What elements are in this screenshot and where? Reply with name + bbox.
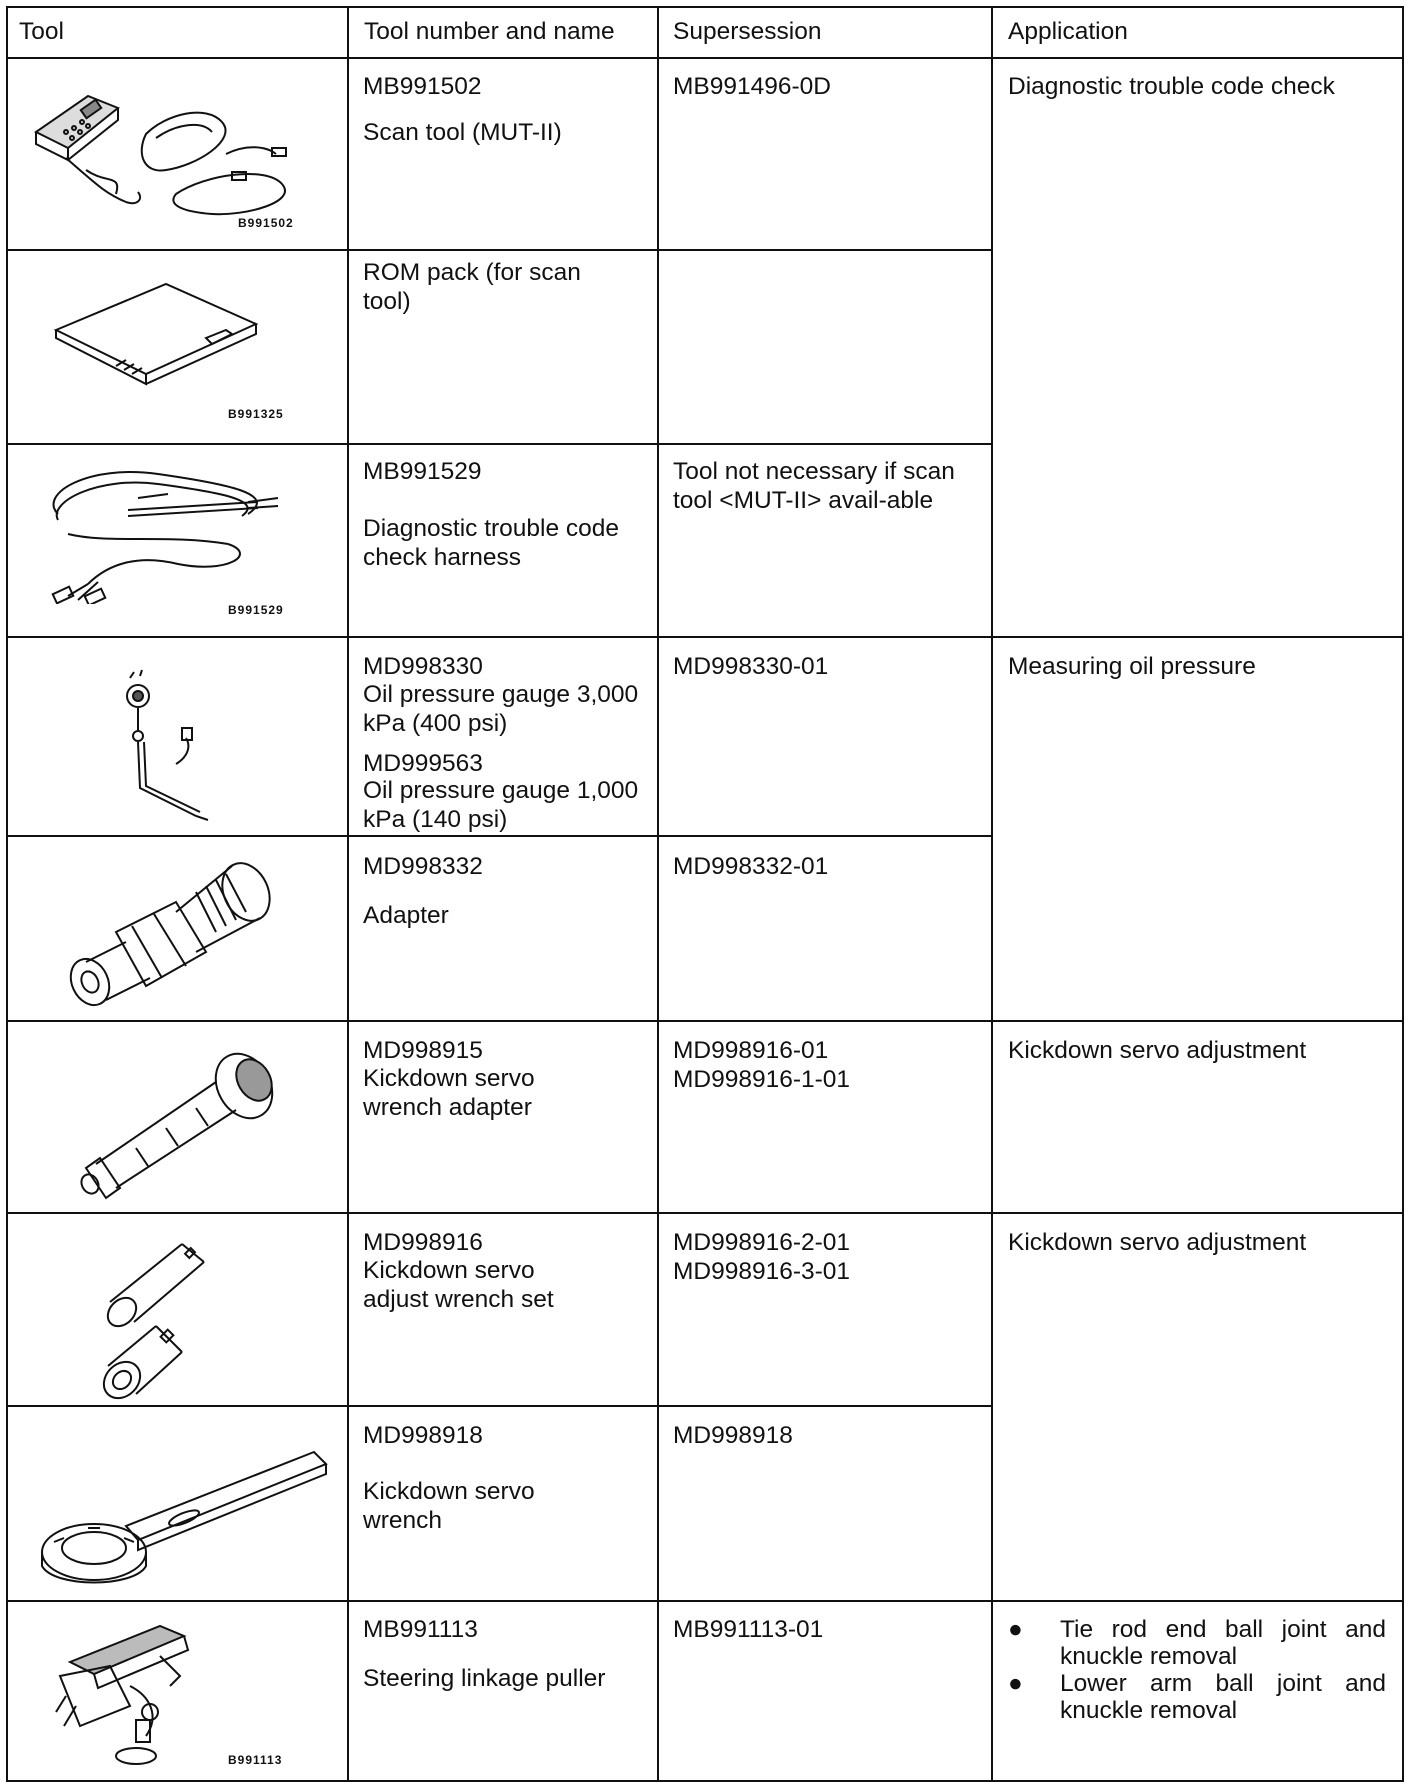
tool-number: MB991502 — [363, 73, 482, 100]
bullet-icon: ● — [1008, 1616, 1023, 1643]
special-tools-table — [6, 6, 1404, 1782]
tool-name: Oil pressure gauge 3,000 kPa (400 psi) — [363, 681, 639, 737]
supersession: MD998918 — [673, 1422, 793, 1449]
tool-number: MD998332 — [363, 853, 483, 880]
application: Measuring oil pressure — [1008, 653, 1256, 680]
grid-line — [6, 1212, 1404, 1214]
grid-line — [657, 6, 659, 1782]
rom-pack-illustration — [46, 278, 286, 398]
tool-name: Steering linkage puller — [363, 1665, 606, 1692]
application-bullet — [1008, 1670, 1398, 1724]
supersession: Tool not necessary if scan tool <MUT-II> avail-able — [673, 458, 955, 514]
tool-number: MD998916 — [363, 1229, 483, 1256]
tool-name: Adapter — [363, 902, 449, 929]
servo-wrench-illustration — [34, 1446, 334, 1596]
bullet-text: Tie rod end ball joint and knuckle removal — [1060, 1616, 1386, 1670]
supersession: MD998916-2-01 MD998916-3-01 — [673, 1229, 851, 1285]
tool-code: B991113 — [228, 1753, 283, 1767]
application-bullet — [1008, 1616, 1398, 1670]
tool-name: Oil pressure gauge 1,000 kPa (140 psi) — [363, 777, 639, 833]
grid-line — [347, 6, 349, 1782]
supersession: MD998916-01 MD998916-1-01 — [673, 1037, 851, 1093]
supersession: MD998330-01 — [673, 653, 829, 680]
grid-line — [6, 1020, 1404, 1022]
tool-name: Kickdown servo adjust wrench set — [363, 1257, 554, 1313]
bullet-icon: ● — [1008, 1670, 1023, 1697]
tool-number: MD998330 — [363, 653, 483, 680]
grid-line — [6, 835, 993, 837]
tool-number: MB991113 — [363, 1616, 478, 1643]
tool-number: MD998918 — [363, 1422, 483, 1449]
grid-line — [6, 6, 1404, 8]
grid-line — [6, 443, 993, 445]
oil-pressure-gauge-illustration — [116, 668, 246, 828]
tool-name: Scan tool (MUT-II) — [363, 119, 562, 146]
grid-line — [6, 1405, 993, 1407]
grid-line — [6, 249, 993, 251]
grid-line — [6, 57, 1404, 59]
application: Kickdown servo adjustment — [1008, 1229, 1307, 1256]
scan-tool-illustration — [26, 74, 326, 224]
header-application: Application — [1008, 18, 1128, 45]
tool-number: MD999563 — [363, 750, 483, 777]
grid-line — [6, 6, 8, 1782]
tool-name: Diagnostic trouble code check harness — [363, 515, 620, 571]
tool-number: MD998915 — [363, 1037, 483, 1064]
application: Kickdown servo adjustment — [1008, 1037, 1307, 1064]
wrench-adapter-illustration — [66, 1044, 296, 1204]
tool-code: B991325 — [228, 407, 284, 421]
header-tool: Tool — [19, 18, 64, 45]
header-supersession: Supersession — [673, 18, 822, 45]
grid-line — [1402, 6, 1404, 1782]
grid-line — [6, 636, 1404, 638]
application: Diagnostic trouble code check — [1008, 73, 1335, 100]
supersession: MD998332-01 — [673, 853, 829, 880]
supersession: MB991496-0D — [673, 73, 831, 100]
tool-code: B991529 — [228, 603, 284, 617]
tool-name: Kickdown servo wrench adapter — [363, 1065, 535, 1121]
adapter-illustration — [46, 852, 306, 1012]
bullet-text: Lower arm ball joint and knuckle removal — [1060, 1670, 1386, 1724]
supersession: MB991113-01 — [673, 1616, 824, 1643]
header-tool-number-name: Tool number and name — [364, 18, 615, 45]
tool-name: ROM pack (for scan tool) — [363, 259, 581, 315]
grid-line — [6, 1780, 1404, 1782]
linkage-puller-illustration — [50, 1616, 230, 1766]
tool-number: MB991529 — [363, 458, 482, 485]
tool-name: Kickdown servo wrench — [363, 1478, 535, 1534]
wrench-set-illustration — [86, 1240, 236, 1400]
check-harness-illustration — [28, 454, 308, 604]
tool-code: B991502 — [238, 216, 294, 230]
grid-line — [6, 1600, 1404, 1602]
grid-line — [991, 6, 993, 1782]
